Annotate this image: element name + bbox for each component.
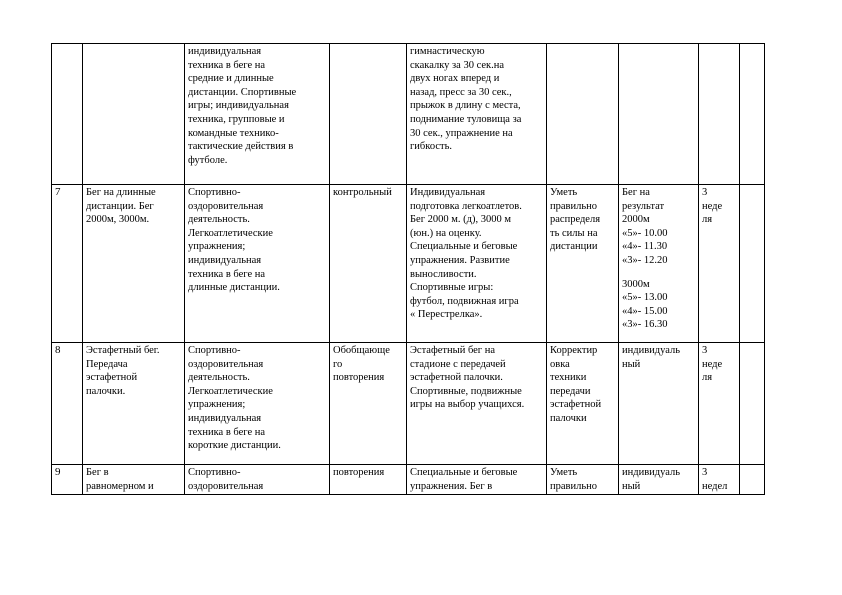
lesson-type xyxy=(330,44,407,185)
lesson-type: контрольный xyxy=(330,185,407,343)
lesson-activities: Эстафетный бег на стадионе с передачей эстафетной палочки. Спортивные, подвижные игры на выбор учащихся. xyxy=(407,343,547,465)
lesson-extra xyxy=(740,185,765,343)
lesson-week xyxy=(699,44,740,185)
lesson-topic: Бег в равномерном и xyxy=(83,465,185,495)
lesson-week: 3 недел xyxy=(699,465,740,495)
lesson-number: 9 xyxy=(52,465,83,495)
lesson-content: Спортивно- оздоровительная деятельность. Легкоатлетические упражнения; индивидуальная техника в беге на длинные дистанции. xyxy=(185,185,330,343)
lesson-content: индивидуальная техника в беге на средние и длинные дистанции. Спортивные игры; индивидуальная техника, групповые и командные технико- тактические действия в футболе. xyxy=(185,44,330,185)
lesson-content: Спортивно- оздоровительная деятельность. Легкоатлетические упражнения; индивидуальная техника в беге на короткие дистанции. xyxy=(185,343,330,465)
table-row xyxy=(52,185,765,343)
lesson-goals: Корректир овка техники передачи эстафетной палочки xyxy=(547,343,619,465)
lesson-topic: Эстафетный бег. Передача эстафетной палочки. xyxy=(83,343,185,465)
lesson-week: 3 неде ля xyxy=(699,343,740,465)
table-row xyxy=(52,465,765,495)
lesson-results: индивидуаль ный xyxy=(619,465,699,495)
table-row xyxy=(52,343,765,465)
lesson-topic xyxy=(83,44,185,185)
lesson-results xyxy=(619,44,699,185)
table-row xyxy=(52,44,765,185)
result-line: 3000м «5»- 13.00 «4»- 15.00 «3»- 16.30 xyxy=(622,278,668,331)
lesson-number: 7 xyxy=(52,185,83,343)
lesson-extra xyxy=(740,343,765,465)
lesson-activities: Индивидуальная подготовка легкоатлетов. Бег 2000 м. (д), 3000 м (юн.) на оценку. Специальные и беговые упражнения. Развитие выносливости. Спортивные игры: футбол, подвижная игра « Перестрелка». xyxy=(407,185,547,343)
lesson-plan-table xyxy=(51,43,765,495)
lesson-goals: Уметь правильно распределя ть силы на дистанции xyxy=(547,185,619,343)
result-line: Бег на результат 2000м «5»- 10.00 «4»- 11.30 «3»- 12.20 xyxy=(622,187,668,266)
lesson-goals: Уметь правильно xyxy=(547,465,619,495)
lesson-week: 3 неде ля xyxy=(699,185,740,343)
lesson-topic: Бег на длинные дистанции. Бег 2000м, 3000м. xyxy=(83,185,185,343)
lesson-goals xyxy=(547,44,619,185)
lesson-number xyxy=(52,44,83,185)
lesson-activities: Специальные и беговые упражнения. Бег в xyxy=(407,465,547,495)
lesson-results: индивидуаль ный xyxy=(619,343,699,465)
lesson-extra xyxy=(740,44,765,185)
lesson-content: Спортивно- оздоровительная xyxy=(185,465,330,495)
lesson-type: повторения xyxy=(330,465,407,495)
lesson-number: 8 xyxy=(52,343,83,465)
lesson-extra xyxy=(740,465,765,495)
lesson-activities: гимнастическую скакалку за 30 сек.на двух ногах вперед и назад, пресс за 30 сек., прыжок в длину с места, поднимание туловища за 30 сек., упражнение на гибкость. xyxy=(407,44,547,185)
lesson-type: Обобщающе го повторения xyxy=(330,343,407,465)
lesson-results xyxy=(619,185,699,343)
